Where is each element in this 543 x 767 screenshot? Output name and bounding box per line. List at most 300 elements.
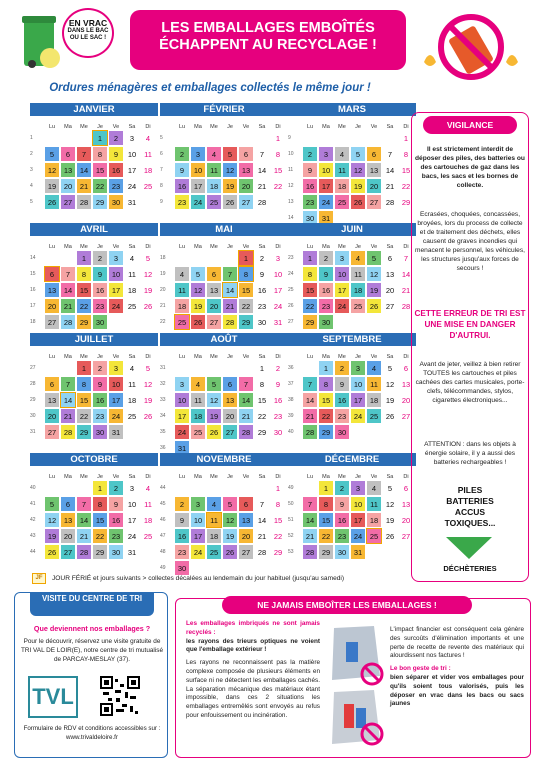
day-cell: 19 — [383, 513, 397, 527]
day-cell: 4 — [335, 147, 349, 161]
day-cell: 29 — [319, 545, 333, 559]
empty-cell — [255, 561, 269, 575]
empty-cell — [207, 561, 221, 575]
day-cell: 15 — [271, 513, 285, 527]
week-number: 36 — [160, 445, 166, 451]
month-calendar — [288, 453, 416, 560]
day-cell: 17 — [319, 179, 333, 193]
day-cell: 22 — [77, 409, 91, 423]
weekday-label: Di — [275, 124, 281, 130]
day-cell: 19 — [207, 409, 221, 423]
day-cell: 1 — [271, 131, 285, 145]
day-cell: 3 — [191, 147, 205, 161]
day-cell: 29 — [303, 315, 317, 329]
week-number: 27 — [30, 365, 36, 371]
day-cell: 3 — [175, 377, 189, 391]
day-cell: 31 — [319, 211, 333, 225]
day-cell: 2 — [303, 147, 317, 161]
weekday-label: Je — [97, 474, 103, 480]
weekday-header — [160, 349, 288, 360]
day-cell: 15 — [399, 163, 413, 177]
weekday-label: Me — [210, 474, 218, 480]
weekday-label: Ve — [112, 474, 120, 480]
day-cell: 24 — [191, 545, 205, 559]
day-cell: 27 — [207, 315, 221, 329]
day-cell: 24 — [125, 529, 139, 543]
week-number: 14 — [30, 255, 36, 261]
day-cell: 27 — [399, 529, 413, 543]
empty-cell — [207, 481, 221, 495]
day-cell: 20 — [45, 299, 59, 313]
weekday-label: Ma — [64, 244, 72, 250]
day-cell: 8 — [271, 497, 285, 511]
day-cell: 19 — [141, 393, 155, 407]
day-cell: 19 — [191, 299, 205, 313]
week-number: 19 — [160, 271, 166, 277]
day-cell: 20 — [367, 179, 381, 193]
day-cell: 27 — [239, 545, 253, 559]
day-cell: 13 — [399, 377, 413, 391]
month-calendar — [160, 453, 288, 576]
day-cell: 26 — [223, 195, 237, 209]
day-cell: 10 — [191, 163, 205, 177]
week-number: 40 — [30, 485, 36, 491]
nesting-title: NE JAMAIS EMBOÎTER LES EMBALLAGES ! — [222, 596, 472, 614]
empty-cell — [271, 195, 285, 209]
day-cell: 11 — [141, 147, 155, 161]
weekday-label: Lu — [178, 354, 186, 360]
weekday-label: Di — [403, 354, 409, 360]
empty-cell — [207, 251, 221, 265]
month-title: AVRIL — [30, 223, 158, 236]
day-cell: 1 — [399, 131, 413, 145]
week-number: 32 — [160, 381, 166, 387]
weekday-label: Me — [210, 124, 218, 130]
day-cell: 6 — [61, 147, 75, 161]
weekday-label: Je — [355, 244, 361, 250]
empty-cell — [191, 561, 205, 575]
day-cell: 16 — [255, 283, 269, 297]
month-calendar — [160, 103, 288, 210]
week-number: 3 — [30, 167, 33, 173]
weekday-label: Sa — [386, 244, 394, 250]
weekday-label: Ma — [64, 124, 72, 130]
weekday-label: Sa — [258, 124, 266, 130]
weekday-label: Di — [145, 354, 151, 360]
day-cell: 30 — [175, 561, 189, 575]
weekday-label: Me — [80, 124, 88, 130]
day-cell: 15 — [271, 163, 285, 177]
nesting-explanation: Les rayons ne reconnaissent pas la matière complexe composée de plusieurs éléments en surface ni ne détectent les emballages cachés. La séparation mécanique des matériaux étant impossible, dans ces 2 situations les emballages entremêlés sont envoyés au refus pour enfouissement ou incinération. — [186, 659, 320, 719]
day-cell: 16 — [93, 283, 107, 297]
day-cell: 10 — [109, 267, 123, 281]
weekday-label: Ve — [242, 124, 250, 130]
day-cell: 6 — [45, 377, 59, 391]
weekday-label: Lu — [178, 474, 186, 480]
weekday-label: Je — [97, 244, 103, 250]
month-calendar — [30, 223, 158, 330]
day-cell: 24 — [191, 195, 205, 209]
day-cell: 2 — [175, 147, 189, 161]
week-number: 17 — [30, 303, 36, 309]
day-cell: 2 — [319, 251, 333, 265]
day-cell: 8 — [255, 377, 269, 391]
day-cell: 12 — [383, 497, 397, 511]
bulk-bubble — [62, 8, 114, 58]
empty-cell — [367, 315, 381, 329]
empty-cell — [351, 315, 365, 329]
day-cell: 14 — [255, 163, 269, 177]
month-calendar — [160, 333, 288, 456]
day-cell: 15 — [93, 513, 107, 527]
week-number: 53 — [288, 549, 294, 555]
headline-line: LES EMBALLAGES EMBOÎTÉS — [161, 20, 375, 36]
day-cell: 19 — [141, 283, 155, 297]
day-cell: 24 — [109, 409, 123, 423]
day-cell: 12 — [45, 163, 59, 177]
week-number: 21 — [160, 303, 166, 309]
day-cell: 21 — [255, 529, 269, 543]
day-cell: 27 — [239, 195, 253, 209]
day-cell: 2 — [335, 361, 349, 375]
day-cell: 6 — [239, 147, 253, 161]
day-cell: 5 — [45, 497, 59, 511]
weekday-label: Ma — [194, 354, 202, 360]
day-cell: 20 — [207, 299, 221, 313]
day-cell: 23 — [335, 409, 349, 423]
day-cell: 1 — [319, 481, 333, 495]
recycling-centre-label: DÉCHÈTERIES — [443, 564, 497, 573]
day-cell: 27 — [367, 195, 381, 209]
empty-cell — [367, 131, 381, 145]
day-cell: 8 — [399, 147, 413, 161]
weekday-header — [288, 349, 416, 360]
weekday-label: Di — [145, 124, 151, 130]
day-cell: 2 — [335, 481, 349, 495]
day-cell: 18 — [141, 513, 155, 527]
weekday-label: Je — [355, 354, 361, 360]
nesting-lead-2: les rayons des trieurs optiques ne voient que l'emballage extérieur ! — [186, 637, 320, 654]
day-cell: 21 — [223, 299, 237, 313]
day-cell: 27 — [383, 299, 397, 313]
day-cell: 28 — [61, 425, 75, 439]
bubble-line: DANS LE BAC — [67, 28, 109, 34]
day-cell: 24 — [271, 299, 285, 313]
day-cell: 15 — [319, 513, 333, 527]
day-cell: 19 — [45, 179, 59, 193]
weekday-label: Ve — [370, 124, 378, 130]
day-cell: 1 — [271, 481, 285, 495]
day-cell: 28 — [77, 195, 91, 209]
week-number: 48 — [160, 549, 166, 555]
weekday-label: Di — [275, 354, 281, 360]
day-cell: 30 — [109, 195, 123, 209]
weekday-label: Ve — [370, 354, 378, 360]
empty-cell — [207, 361, 221, 375]
weekday-label: Di — [403, 244, 409, 250]
day-cell: 3 — [125, 131, 139, 145]
vigilance-explanation: Ecrasées, choquées, concassées, broyées, lors du process de collecte et de traitement des déchets, elles causent de graves incendies qui menacent le personnel, les véhicules, les structures jusqu'aux forces de secours ! — [415, 211, 525, 272]
day-cell: 8 — [319, 497, 333, 511]
day-cell: 15 — [303, 283, 317, 297]
month-title: JUILLET — [30, 333, 158, 346]
day-cell: 12 — [141, 377, 155, 391]
day-cell: 31 — [125, 195, 139, 209]
week-number: 35 — [160, 429, 166, 435]
day-cell: 28 — [303, 545, 317, 559]
weekday-label: Je — [97, 124, 103, 130]
day-cell: 28 — [223, 315, 237, 329]
day-cell: 2 — [271, 361, 285, 375]
day-cell: 4 — [191, 377, 205, 391]
weekday-label: Ma — [194, 474, 202, 480]
day-cell: 2 — [93, 251, 107, 265]
day-cell: 18 — [175, 299, 189, 313]
day-cell: 2 — [109, 481, 123, 495]
day-cell: 20 — [61, 179, 75, 193]
empty-cell — [367, 425, 381, 439]
weekday-label: Me — [338, 474, 346, 480]
weekday-label: Ve — [112, 124, 120, 130]
month-title: JUIN — [288, 223, 416, 236]
weekday-header — [30, 239, 158, 250]
weekday-label: Lu — [48, 354, 56, 360]
week-number: 37 — [288, 381, 294, 387]
month-title: AOÛT — [160, 333, 288, 346]
day-cell: 26 — [45, 545, 59, 559]
week-number: 22 — [160, 319, 166, 325]
week-number: 30 — [30, 413, 36, 419]
day-cell: 13 — [399, 497, 413, 511]
empty-cell — [239, 361, 253, 375]
day-cell: 2 — [175, 497, 189, 511]
empty-cell — [125, 425, 139, 439]
day-cell: 7 — [255, 497, 269, 511]
month-title: JANVIER — [30, 103, 158, 116]
day-cell: 1 — [255, 361, 269, 375]
day-cell: 25 — [207, 545, 221, 559]
day-cell: 10 — [175, 393, 189, 407]
day-cell: 12 — [45, 513, 59, 527]
day-cell: 5 — [383, 361, 397, 375]
day-cell: 11 — [351, 267, 365, 281]
day-cell: 9 — [335, 497, 349, 511]
day-cell: 17 — [191, 529, 205, 543]
weekday-label: Ve — [242, 354, 250, 360]
empty-cell — [45, 481, 59, 495]
day-cell: 7 — [61, 267, 75, 281]
day-cell: 8 — [93, 147, 107, 161]
weekday-label: Di — [145, 474, 151, 480]
holiday-legend-text: JOUR FÉRIÉ et jours suivants > collectes décalées au lendemain du jour habituel (jusqu'au samedi) — [52, 575, 345, 582]
week-number: 52 — [288, 533, 294, 539]
day-grid — [160, 130, 288, 210]
empty-cell — [367, 545, 381, 559]
day-cell: 22 — [239, 299, 253, 313]
weekday-label: Di — [403, 124, 409, 130]
day-cell: 5 — [223, 497, 237, 511]
weekday-label: Sa — [386, 124, 394, 130]
day-cell: 23 — [175, 195, 189, 209]
day-cell: 6 — [239, 497, 253, 511]
day-grid — [288, 130, 416, 226]
day-cell: 19 — [45, 529, 59, 543]
day-cell: 31 — [271, 315, 285, 329]
day-cell: 25 — [125, 299, 139, 313]
weekday-label: Je — [227, 244, 233, 250]
day-cell: 13 — [207, 283, 221, 297]
day-cell: 30 — [109, 545, 123, 559]
day-cell: 12 — [351, 163, 365, 177]
weekday-label: Je — [355, 474, 361, 480]
day-cell: 18 — [367, 393, 381, 407]
day-cell: 19 — [367, 283, 381, 297]
day-cell: 5 — [45, 147, 59, 161]
weekday-label: Di — [403, 474, 409, 480]
week-number: 11 — [288, 167, 294, 173]
empty-cell — [61, 131, 75, 145]
day-cell: 23 — [271, 409, 285, 423]
day-cell: 12 — [141, 267, 155, 281]
visit-text: Pour le découvrir, réservez une visite gratuite de TRI VAL DE LOIR(E), notre centre de tri mutualisé de PARCAY-MESLAY (37). — [20, 638, 164, 663]
day-cell: 5 — [383, 481, 397, 495]
weekday-label: Me — [80, 474, 88, 480]
day-cell: 5 — [367, 251, 381, 265]
day-cell: 18 — [191, 409, 205, 423]
day-cell: 12 — [383, 377, 397, 391]
day-cell: 4 — [367, 361, 381, 375]
empty-cell — [383, 545, 397, 559]
day-cell: 17 — [351, 513, 365, 527]
day-cell: 29 — [271, 545, 285, 559]
day-cell: 2 — [109, 131, 123, 145]
weekday-label: Sa — [258, 354, 266, 360]
battery-ban-icon — [414, 12, 528, 82]
day-cell: 17 — [125, 513, 139, 527]
empty-cell — [335, 315, 349, 329]
weekday-label: Lu — [306, 124, 314, 130]
empty-cell — [109, 315, 123, 329]
day-cell: 1 — [77, 361, 91, 375]
week-number: 28 — [30, 381, 36, 387]
day-cell: 24 — [319, 195, 333, 209]
day-grid — [288, 480, 416, 560]
empty-cell — [61, 481, 75, 495]
day-cell: 12 — [191, 283, 205, 297]
visit-title: VISITE DU CENTRE DE TRI — [30, 592, 154, 616]
week-number: 23 — [288, 255, 294, 261]
qr-code[interactable] — [100, 676, 140, 716]
day-cell: 22 — [93, 179, 107, 193]
day-cell: 8 — [93, 497, 107, 511]
empty-cell — [141, 315, 155, 329]
day-grid — [30, 130, 158, 210]
good-gesture-title: Le bon geste de tri : — [390, 665, 451, 673]
day-cell: 10 — [125, 497, 139, 511]
day-cell: 22 — [319, 529, 333, 543]
weekday-label: Me — [338, 124, 346, 130]
day-cell: 11 — [125, 267, 139, 281]
weekday-label: Lu — [48, 474, 56, 480]
day-cell: 4 — [351, 251, 365, 265]
day-cell: 17 — [175, 409, 189, 423]
week-number: 15 — [30, 271, 36, 277]
day-cell: 30 — [93, 425, 107, 439]
tvl-logo-text: TVL — [32, 684, 74, 709]
day-cell: 14 — [77, 513, 91, 527]
financial-impact: L'impact financier est conséquent cela génère des surcoûts d'élimination importants et une perte de recette de revente des matériaux qui alourdissent nos factures ! — [390, 626, 524, 660]
week-number: 44 — [30, 549, 36, 555]
day-cell: 6 — [399, 361, 413, 375]
week-number: 34 — [160, 413, 166, 419]
day-cell: 3 — [351, 361, 365, 375]
day-cell: 15 — [77, 283, 91, 297]
weekday-label: Je — [355, 124, 361, 130]
weekday-header — [288, 119, 416, 130]
day-cell: 10 — [109, 377, 123, 391]
day-cell: 6 — [399, 481, 413, 495]
day-cell: 14 — [399, 267, 413, 281]
day-cell: 17 — [109, 393, 123, 407]
day-cell: 27 — [45, 425, 59, 439]
empty-cell — [383, 315, 397, 329]
day-cell: 8 — [77, 377, 91, 391]
empty-cell — [383, 425, 397, 439]
day-cell: 13 — [45, 393, 59, 407]
day-cell: 7 — [77, 497, 91, 511]
week-number: 7 — [160, 167, 163, 173]
empty-cell — [255, 481, 269, 495]
week-number: 36 — [288, 365, 294, 371]
day-cell: 20 — [399, 393, 413, 407]
vigilance-title: VIGILANCE — [423, 116, 517, 134]
day-cell: 9 — [109, 497, 123, 511]
month-title: NOVEMBRE — [160, 453, 288, 466]
day-grid — [288, 360, 416, 440]
week-number: 39 — [288, 413, 294, 419]
empty-cell — [303, 481, 317, 495]
day-cell: 14 — [239, 393, 253, 407]
day-cell: 26 — [383, 409, 397, 423]
empty-cell — [77, 131, 91, 145]
day-cell: 24 — [109, 299, 123, 313]
day-cell: 5 — [207, 377, 221, 391]
vigilance-warning: Il est strictement interdit de déposer des piles, des batteries ou des cartouches de gaz dans les bacs, les sacs et les bornes de collecte. — [415, 146, 525, 189]
empty-cell — [125, 315, 139, 329]
day-cell: 4 — [141, 481, 155, 495]
day-cell: 13 — [45, 283, 59, 297]
day-grid — [30, 250, 158, 330]
day-cell: 20 — [239, 529, 253, 543]
vigilance-attention: ATTENTION : dans les objets à énergie solaire, il y a aussi des batteries rechargeables ! — [424, 441, 516, 466]
day-cell: 28 — [399, 299, 413, 313]
weekday-label: Ve — [112, 244, 120, 250]
week-number: 47 — [160, 533, 166, 539]
day-cell: 23 — [109, 529, 123, 543]
day-cell: 11 — [191, 393, 205, 407]
day-cell: 4 — [141, 131, 155, 145]
day-cell: 10 — [335, 267, 349, 281]
weekday-label: Ma — [194, 124, 202, 130]
day-cell: 21 — [61, 299, 75, 313]
weekday-label: Lu — [48, 124, 56, 130]
month-title: DÉCEMBRE — [288, 453, 416, 466]
nested-packaging-illustration — [326, 622, 386, 748]
month-calendar — [288, 223, 416, 330]
week-number: 46 — [160, 517, 166, 523]
week-number: 31 — [160, 365, 166, 371]
day-cell: 10 — [191, 513, 205, 527]
